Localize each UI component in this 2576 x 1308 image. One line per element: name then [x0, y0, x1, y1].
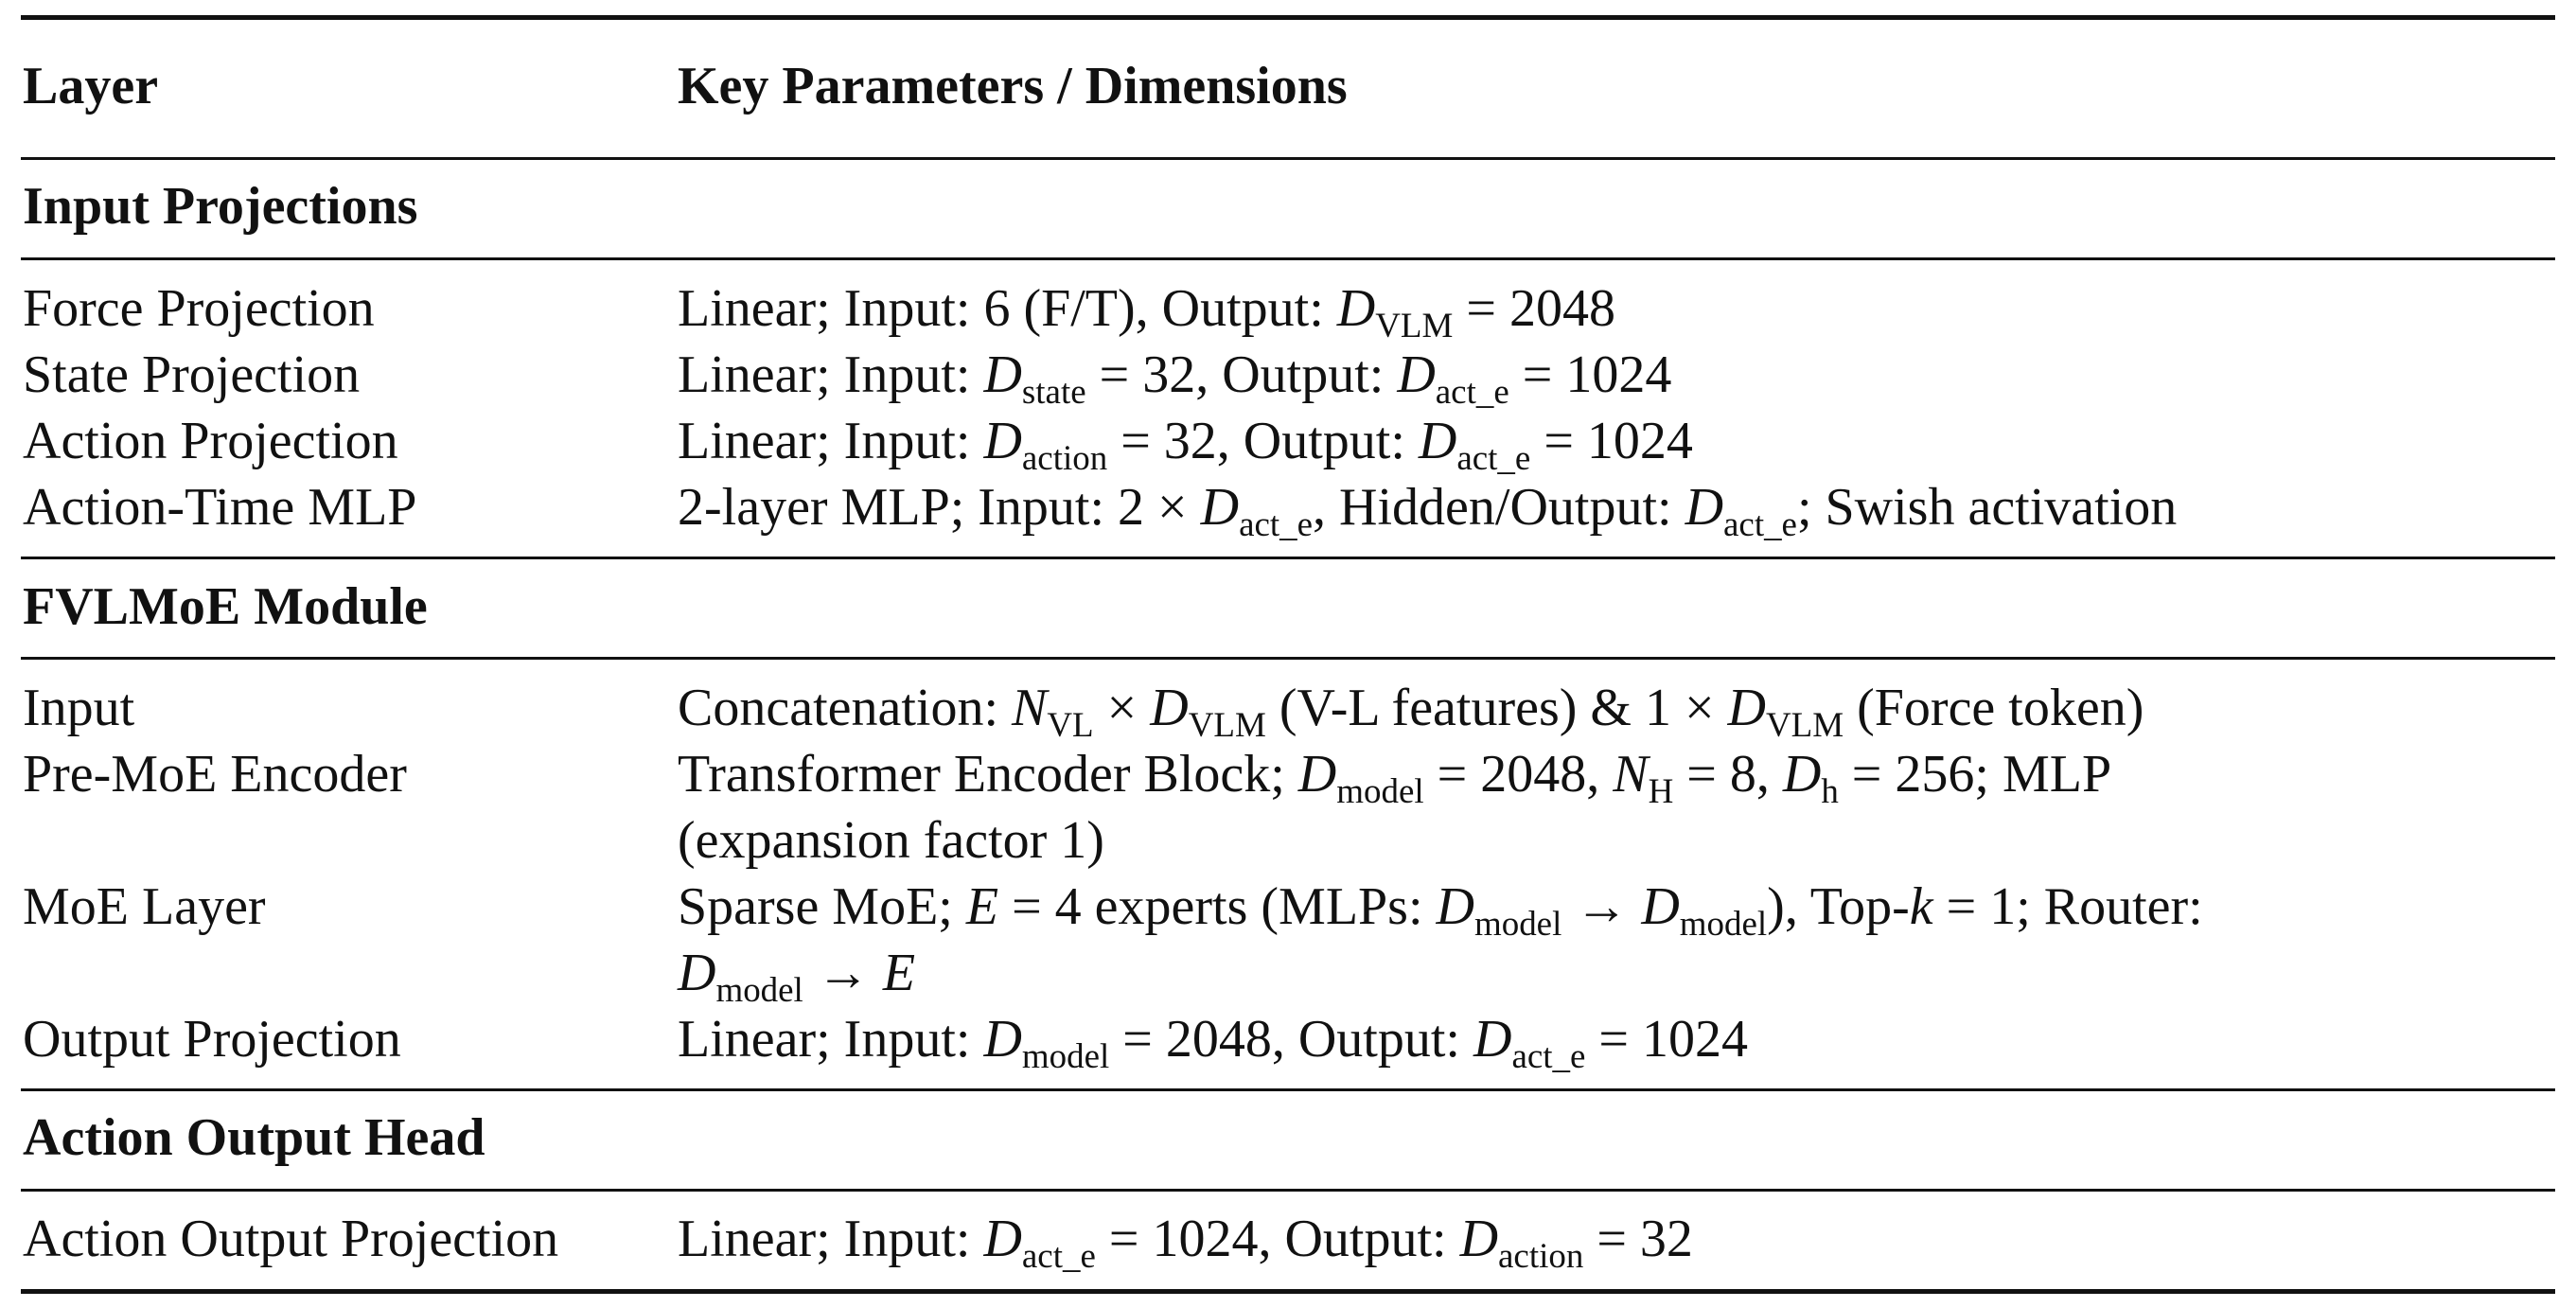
- row-params: Linear; Input: $D_{model} = 2048$, Output: $D_{act\_e} = 1024$: [678, 1010, 1748, 1075]
- row-layer: MoE Layer: [23, 877, 266, 936]
- section-rule: [21, 257, 2555, 260]
- top-rule: [21, 15, 2555, 20]
- row-layer: Pre-MoE Encoder: [23, 745, 407, 804]
- column-header-layer: Layer: [23, 57, 159, 115]
- row-params: Linear; Input: $D_{act\_e} = 1024$, Output: $D_{action} = 32$: [678, 1210, 1693, 1275]
- row-layer: Force Projection: [23, 279, 375, 338]
- section-rule: [21, 1088, 2555, 1091]
- row-layer: Action Output Projection: [23, 1210, 559, 1268]
- row-params: Sparse MoE; E = 4 experts (MLPs: $D_{model} \to D_{model}$), Top-k = 1; Router:: [678, 877, 2203, 943]
- row-layer: Action-Time MLP: [23, 478, 417, 537]
- column-header-params: Key Parameters / Dimensions: [678, 57, 1348, 115]
- bottom-rule: [21, 1289, 2555, 1294]
- row-params: Concatenation: $N_{VL} \times D_{VLM}$ (V-L features) & $1 \times D_{VLM}$ (Force token): [678, 679, 2144, 744]
- row-layer: Input: [23, 679, 135, 737]
- section-title: Action Output Head: [23, 1108, 485, 1167]
- row-params: 2-layer MLP; Input: $2 \times D_{act\_e}$, Hidden/Output: $D_{act\_e}$; Swish activation: [678, 478, 2178, 543]
- section-title: FVLMoE Module: [23, 577, 428, 636]
- row-layer: Action Projection: [23, 412, 398, 470]
- row-layer: Output Projection: [23, 1010, 401, 1069]
- row-params: Linear; Input: $D_{state} = 32$, Output: $D_{act\_e} = 1024$: [678, 345, 1672, 411]
- section-rule: [21, 657, 2555, 660]
- row-layer: State Projection: [23, 345, 361, 404]
- section-title: Input Projections: [23, 177, 418, 236]
- row-params: Transformer Encoder Block; $D_{model} = 2048$, $N_H = 8$, $D_h = 256$; MLP: [678, 745, 2112, 810]
- row-params: Linear; Input: 6 (F/T), Output: $D_{VLM} = 2048$: [678, 279, 1615, 345]
- row-params-continued: $D_{model} \to E$: [678, 944, 916, 1009]
- section-rule: [21, 557, 2555, 559]
- row-params: Linear; Input: $D_{action} = 32$, Output: $D_{act\_e} = 1024$: [678, 412, 1693, 477]
- section-rule: [21, 1189, 2555, 1192]
- header-rule: [21, 157, 2555, 160]
- row-params-continued: (expansion factor 1): [678, 811, 1104, 870]
